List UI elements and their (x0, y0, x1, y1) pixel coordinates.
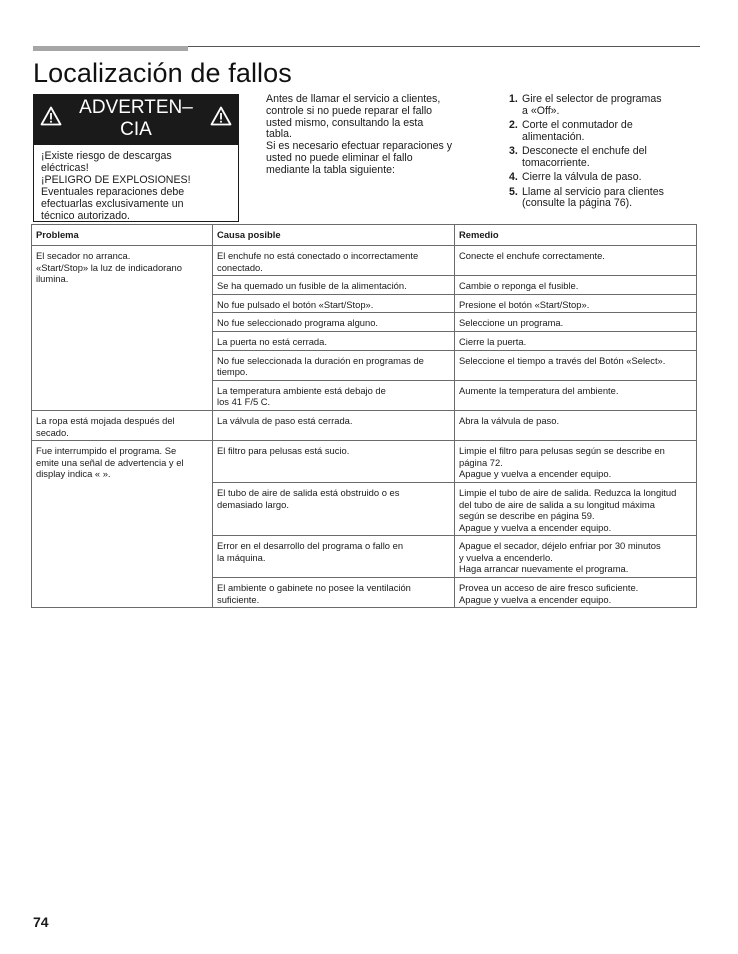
remedy-cell (455, 380, 697, 410)
cause-line: No fue pulsado el botón «Start/Stop». (217, 298, 374, 310)
remedy-cell (455, 246, 697, 276)
page-number: 74 (33, 914, 49, 930)
remedy-cell (455, 482, 697, 535)
step-item (506, 94, 706, 118)
step-number: 2. (509, 119, 518, 132)
cause-line: El ambiente o gabinete no posee la ventilación (217, 582, 411, 594)
warning-box (33, 94, 239, 222)
warning-header (34, 95, 238, 145)
warning-line: técnico autorizado. (41, 210, 130, 222)
remedy-line: Abra la válvula de paso. (459, 414, 560, 426)
top-accent-bar (33, 46, 188, 51)
column-header-cause: Causa posible (213, 225, 455, 246)
remedy-line: del tubo de aire de salida a su longitud máxima (459, 498, 655, 510)
remedy-line: Seleccione el tiempo a través del Botón «Select». (459, 354, 666, 366)
table-row (32, 246, 697, 276)
problem-line: El secador no arranca. (36, 250, 131, 261)
remedy-line: Seleccione un programa. (459, 317, 564, 329)
column-header-problem: Problema (32, 225, 213, 246)
cause-line: El filtro para pelusas está sucio. (217, 445, 350, 457)
step-item (506, 172, 706, 184)
remedy-line: Apague y vuelva a encender equipo. (459, 593, 612, 605)
remedy-line: Cambie o reponga el fusible. (459, 280, 579, 292)
remedy-cell (455, 441, 697, 483)
cause-line: tiempo. (217, 366, 248, 378)
intro-text (266, 94, 481, 177)
intro-line: tabla. (266, 128, 292, 141)
problem-cell (32, 410, 213, 440)
step-line: alimentación. (522, 130, 585, 143)
step-line: Corte el conmutador de (522, 119, 633, 132)
remedy-line: Apague el secador, déjelo enfriar por 30 minutos (459, 540, 661, 552)
warning-triangle-icon (210, 106, 232, 126)
remedy-cell (455, 578, 697, 608)
problem-line: «Start/Stop» la luz de indicadorano (36, 261, 182, 273)
step-number: 5. (509, 185, 518, 198)
cause-line: conectado. (217, 261, 263, 273)
remedy-cell (455, 410, 697, 440)
warning-line: eléctricas! (41, 162, 89, 174)
cause-cell (213, 246, 455, 276)
intro-line: usted no puede eliminar el fallo (266, 151, 413, 164)
cause-cell (213, 410, 455, 440)
remedy-line: Cierre la puerta. (459, 335, 527, 347)
intro-paragraph-1 (266, 94, 481, 141)
remedy-line: según se describe en página 59. (459, 510, 595, 522)
table-row (32, 410, 697, 440)
problem-line: display indica « ». (36, 468, 111, 480)
remedy-cell (455, 350, 697, 380)
cause-line: La válvula de paso está cerrada. (217, 414, 353, 426)
table-body (32, 246, 697, 608)
remedy-line: Apague y vuelva a encender equipo. (459, 468, 612, 480)
step-line: Desconecte el enchufe del (522, 145, 647, 158)
step-line: a «Off». (522, 104, 560, 117)
remedy-cell (455, 313, 697, 332)
warning-title-line: ADVERTEN– (79, 97, 193, 118)
intro-line: usted mismo, consultando la esta (266, 116, 424, 129)
remedy-cell (455, 276, 697, 295)
cause-line: La temperatura ambiente está debajo de (217, 384, 386, 396)
remedy-line: Conecte el enchufe correctamente. (459, 250, 605, 261)
step-number: 1. (509, 93, 518, 105)
cause-cell (213, 482, 455, 535)
troubleshooting-table (31, 224, 697, 608)
cause-cell (213, 294, 455, 313)
remedy-line: Limpie el tubo de aire de salida. Reduzca la longitud (459, 486, 677, 498)
cause-cell (213, 441, 455, 483)
problem-line: secado. (36, 426, 69, 438)
cause-line: Error en el desarrollo del programa o fallo en (217, 540, 404, 552)
steps-list (506, 94, 706, 213)
cause-cell (213, 380, 455, 410)
intro-line: mediante la tabla siguiente: (266, 163, 395, 176)
remedy-line: Apague y vuelva a encender equipo. (459, 521, 612, 533)
cause-line: No fue seleccionado programa alguno. (217, 317, 379, 329)
remedy-line: Limpie el filtro para pelusas según se describe en (459, 445, 665, 457)
step-line: Gire el selector de programas (522, 93, 662, 105)
remedy-cell (455, 294, 697, 313)
step-line: Llame al servicio para clientes (522, 185, 664, 198)
intro-line: Antes de llamar el servicio a clientes, (266, 93, 441, 105)
cause-cell (213, 276, 455, 295)
cause-cell (213, 313, 455, 332)
cause-line: demasiado largo. (217, 498, 289, 510)
table-row (32, 441, 697, 483)
cause-cell (213, 536, 455, 578)
page-title: Localización de fallos (33, 58, 292, 88)
cause-line: No fue seleccionada la duración en programas de (217, 354, 424, 366)
cause-line: El tubo de aire de salida está obstruido o es (217, 486, 400, 498)
cause-line: los 41 F/5 C. (217, 396, 271, 408)
table-header-row (32, 225, 697, 246)
intro-paragraph-2 (266, 141, 481, 176)
cause-line: la máquina. (217, 551, 266, 563)
remedy-line: Aumente la temperatura del ambiente. (459, 384, 619, 396)
step-line: tomacorriente. (522, 156, 590, 169)
warning-line: ¡Existe riesgo de descargas (41, 150, 172, 162)
step-item (506, 146, 706, 170)
step-item (506, 120, 706, 144)
problem-cell (32, 246, 213, 411)
intro-line: controle si no puede reparar el fallo (266, 104, 433, 117)
problem-cell (32, 441, 213, 608)
intro-line: Si es necesario efectuar reparaciones y (266, 140, 453, 153)
remedy-line: y vuelva a encenderlo. (459, 551, 553, 563)
remedy-line: página 72. (459, 456, 503, 468)
warning-body (34, 145, 238, 227)
column-header-remedy: Remedio (455, 225, 697, 246)
cause-cell (213, 331, 455, 350)
warning-title (68, 97, 204, 141)
warning-line: efectuarlas exclusivamente un (41, 198, 184, 210)
remedy-line: Provea un acceso de aire fresco suficiente. (459, 582, 639, 594)
problem-line: ilumina. (36, 273, 69, 285)
step-item (506, 187, 706, 211)
problem-line: emite una señal de advertencia y el (36, 456, 184, 468)
cause-cell (213, 350, 455, 380)
warning-triangle-icon (40, 106, 62, 126)
warning-line: Eventuales reparaciones debe (41, 186, 185, 198)
problem-line: La ropa está mojada después del (36, 414, 175, 426)
cause-line: La puerta no está cerrada. (217, 335, 327, 347)
cause-cell (213, 578, 455, 608)
remedy-cell (455, 331, 697, 350)
step-line: (consulte la página 76). (522, 197, 633, 210)
cause-line: Se ha quemado un fusible de la alimentación. (217, 280, 407, 292)
remedy-cell (455, 536, 697, 578)
warning-title-line: CIA (120, 119, 152, 140)
remedy-line: Haga arrancar nuevamente el programa. (459, 563, 629, 575)
warning-line: ¡PELIGRO DE EXPLOSIONES! (41, 174, 191, 186)
cause-line: El enchufe no está conectado o incorrectamente (217, 250, 419, 261)
remedy-line: Presione el botón «Start/Stop». (459, 298, 590, 310)
cause-line: suficiente. (217, 593, 260, 605)
step-number: 3. (509, 145, 518, 158)
problem-line: Fue interrumpido el programa. Se (36, 445, 177, 457)
step-number: 4. (509, 171, 518, 184)
step-line: Cierre la válvula de paso. (522, 171, 642, 184)
